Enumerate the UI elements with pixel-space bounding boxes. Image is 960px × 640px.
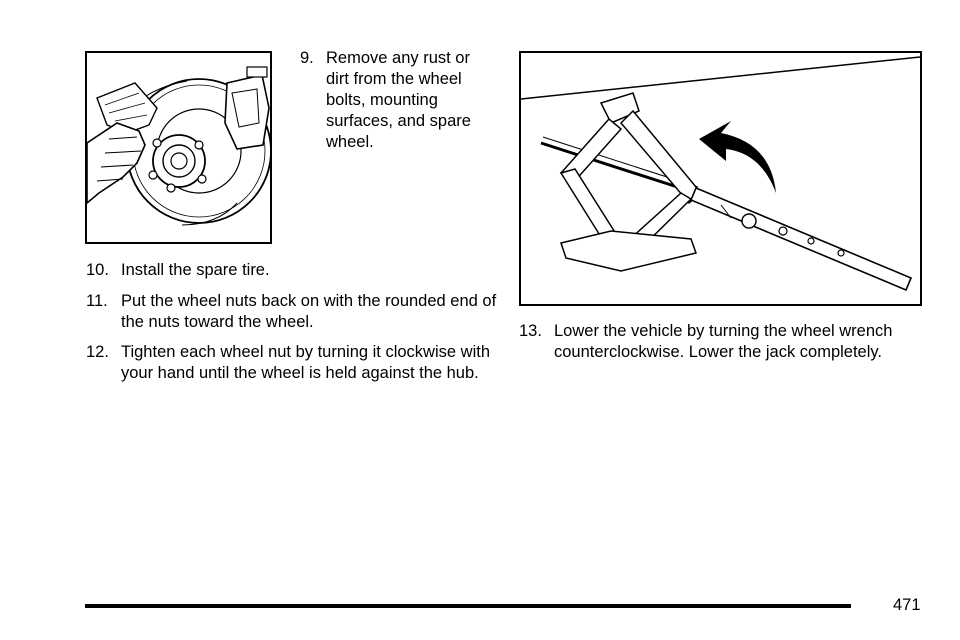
wheel-hub-cleaning-drawing [87, 53, 270, 242]
step-9-number: 9. [300, 49, 314, 67]
step-11 [86, 291, 506, 333]
step-12 [86, 342, 506, 384]
footer-rule [85, 604, 851, 608]
step-13 [519, 321, 929, 363]
step-11-number: 11. [86, 292, 108, 310]
step-9 [300, 48, 500, 153]
step-10-number: 10. [86, 261, 109, 279]
step-10-text: Install the spare tire. [121, 261, 270, 279]
scissor-jack-drawing [521, 53, 920, 304]
step-12-text: Tighten each wheel nut by turning it clockwise with your hand until the wheel is held against the hub. [121, 343, 490, 382]
step-10 [86, 260, 506, 281]
step-13-text: Lower the vehicle by turning the wheel wrench counterclockwise. Lower the jack completely. [554, 322, 893, 361]
step-11-text: Put the wheel nuts back on with the rounded end of the nuts toward the wheel. [121, 292, 497, 331]
step-9-text: Remove any rust or dirt from the wheel bolts, mounting surfaces, and spare wheel. [326, 49, 471, 151]
jack-lowering-illustration [519, 51, 922, 306]
page-number: 471 [893, 596, 921, 614]
wheel-cleaning-illustration [85, 51, 272, 244]
step-12-number: 12. [86, 343, 109, 361]
step-13-number: 13. [519, 322, 542, 340]
